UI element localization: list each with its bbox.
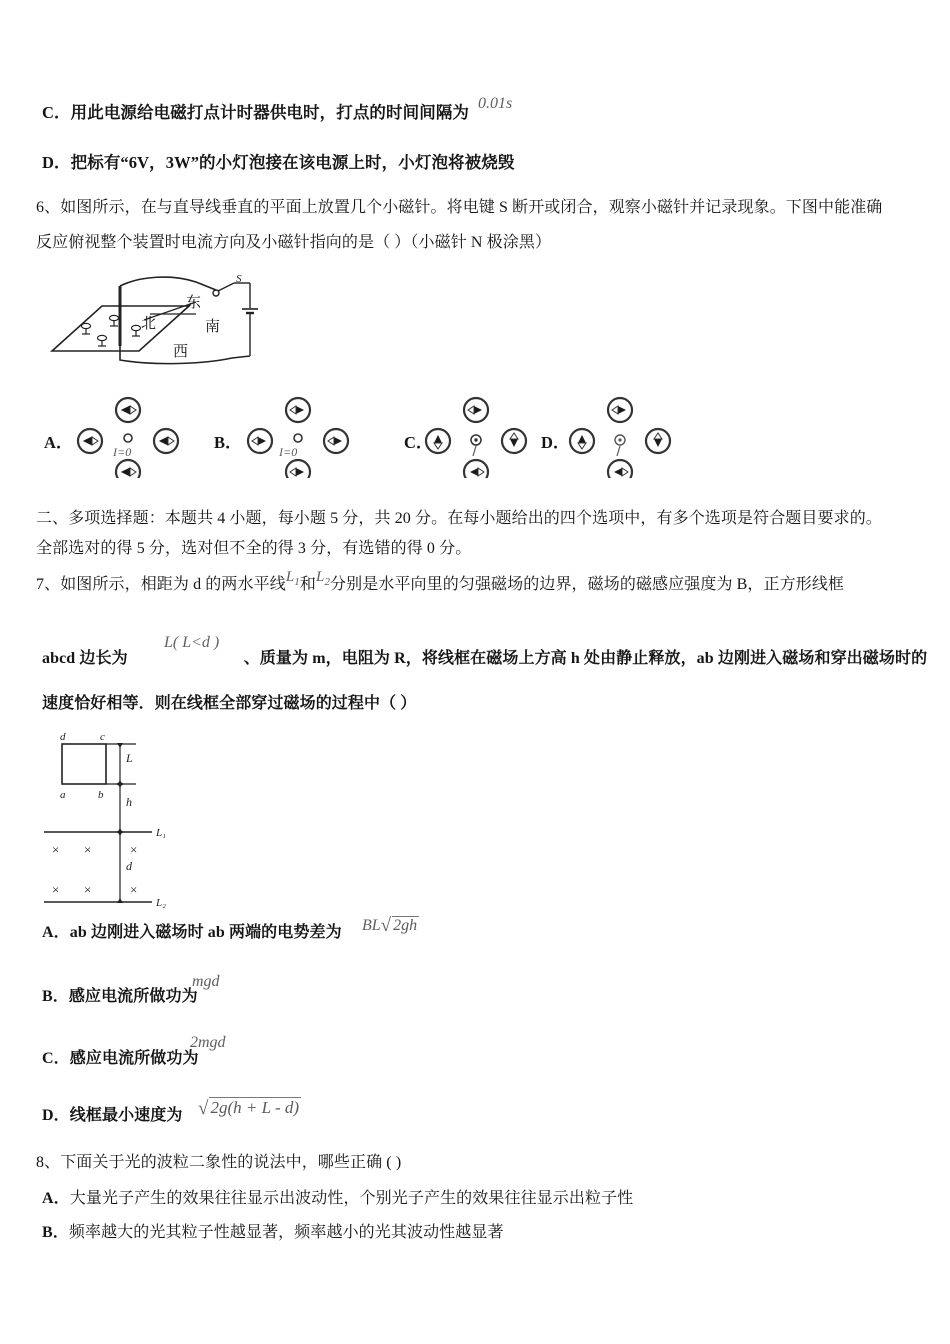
q6-direction-south: 南 — [205, 319, 221, 335]
q7-stem-line2-math: L( L<d ) — [164, 634, 220, 651]
svg-text:×: × — [84, 882, 92, 897]
q6-direction-west: 西 — [173, 344, 189, 360]
q6-option-a-label[interactable]: A． — [44, 433, 73, 452]
q5-option-c-math: 0.01s — [478, 95, 513, 112]
q7-option-a-math: BL√ 2gh — [362, 915, 418, 936]
q7-option-c[interactable] — [42, 1048, 199, 1070]
q7-option-b-label: B． — [42, 988, 69, 1005]
q6-option-c-label[interactable]: C． — [404, 433, 433, 452]
q6-option-d-figure[interactable] — [568, 396, 678, 478]
svg-text:h: h — [126, 795, 132, 809]
q7-stem-l2: $L_2$ — [315, 569, 331, 588]
q5-option-d-label: D． — [42, 153, 71, 172]
q7-option-d-math: √ 2g(h + L - d) — [198, 1098, 300, 1119]
q7-stem-line2-pre: abcd 边长为 — [42, 650, 128, 667]
svg-text:×: × — [84, 842, 92, 857]
q7-option-b-math: mgd — [192, 973, 220, 990]
q5-option-d-text: 把标有“6V，3W”的小灯泡接在该电源上时，小灯泡将被烧毁 — [70, 153, 515, 172]
q6-option-b-figure[interactable] — [246, 396, 351, 478]
q6-option-a-center-label: I=0 — [113, 445, 132, 459]
svg-text:S: S — [236, 273, 242, 285]
q8-stem: 8、下面关于光的波粒二象性的说法中，哪些正确 ( ) — [36, 1154, 402, 1171]
svg-text:×: × — [52, 882, 60, 897]
svg-text:a: a — [60, 789, 66, 801]
q7-stem-part1: 7、如图所示，相距为 d 的两水平线 — [36, 576, 286, 593]
q7-stem-line1 — [36, 569, 845, 601]
svg-text:d: d — [60, 731, 66, 743]
section2-line1: 二、多项选择题：本题共 4 小题，每小题 5 分，共 20 分。在每小题给出的四个选项中，有多个选项是符合题目要求的。 — [36, 510, 882, 527]
q7-option-a-label: A． — [42, 924, 70, 941]
q7-loop-figure — [40, 728, 200, 910]
q8-option-a-label: A． — [42, 1190, 70, 1207]
svg-text:d: d — [126, 859, 132, 873]
q6-option-d-label[interactable]: D． — [541, 433, 570, 452]
q5-option-c-label: C． — [42, 103, 71, 122]
q5-option-d — [42, 152, 514, 174]
q8-option-b-label: B． — [42, 1224, 69, 1241]
q7-option-d-text: 线框最小速度为 — [69, 1107, 183, 1124]
q8-option-b[interactable] — [42, 1222, 504, 1244]
q6-direction-east: 东 — [186, 295, 202, 311]
q5-option-c — [42, 102, 469, 124]
svg-text:×: × — [130, 842, 138, 857]
q6-option-c-figure[interactable] — [406, 396, 541, 478]
q7-option-b-text: 感应电流所做功为 — [68, 988, 198, 1005]
q7-option-c-text: 感应电流所做功为 — [69, 1050, 199, 1067]
q7-option-b[interactable] — [42, 986, 198, 1008]
q7-option-d-label: D． — [42, 1107, 70, 1124]
svg-text:L: L — [126, 751, 133, 765]
q7-option-c-math: 2mgd — [190, 1034, 226, 1051]
q6-circuit-figure — [44, 268, 294, 373]
q6-option-b-center-label: I=0 — [279, 445, 298, 459]
q6-stem-line1: 6、如图所示，在与直导线垂直的平面上放置几个小磁针。将电键 S 断开或闭合，观察小磁针并记录现象。下图中能准确 — [36, 199, 883, 216]
q7-option-d[interactable] — [42, 1105, 182, 1127]
q6-option-a-figure[interactable] — [76, 396, 181, 478]
q7-stem-l1: $L_1$ — [285, 569, 300, 588]
q7-option-a[interactable] — [42, 922, 342, 944]
svg-text:L₁: L₁ — [156, 827, 166, 839]
svg-text:×: × — [52, 842, 60, 857]
svg-text:c: c — [100, 731, 105, 743]
q7-stem-line2-post: 、质量为 m，电阻为 R，将线框在磁场上方高 h 处由静止释放，ab 边刚进入磁场和穿出磁场时的 — [243, 650, 928, 667]
section2-line2: 全部选对的得 5 分，选对但不全的得 3 分，有选错的得 0 分。 — [36, 540, 472, 557]
q6-stem-line2: 反应俯视整个装置时电流方向及小磁针指向的是（ ）（小磁针 N 极涂黑） — [36, 234, 552, 251]
svg-text:×: × — [130, 882, 138, 897]
q7-option-a-text: ab 边刚进入磁场时 ab 两端的电势差为 — [69, 924, 342, 941]
svg-text:b: b — [98, 789, 104, 801]
q6-direction-north: 北 — [141, 316, 157, 332]
q7-stem-part2: 分别是水平向里的匀强磁场的边界，磁场的磁感应强度为 B，正方形线框 — [330, 576, 845, 593]
q7-option-c-label: C． — [42, 1050, 70, 1067]
q7-stem-and: 和 — [299, 576, 316, 593]
svg-text:L₂: L₂ — [156, 897, 166, 909]
q8-option-a-text: 大量光子产生的效果往往显示出波动性，个别光子产生的效果往往显示出粒子性 — [69, 1190, 634, 1207]
q7-stem-line3: 速度恰好相等．则在线框全部穿过磁场的过程中（ ） — [42, 695, 417, 712]
q5-option-c-text: 用此电源给电磁打点计时器供电时，打点的时间间隔为 — [70, 103, 470, 122]
q8-option-b-text: 频率越大的光其粒子性越显著，频率越小的光其波动性越显著 — [68, 1224, 504, 1241]
q8-option-a[interactable] — [42, 1188, 633, 1210]
q6-option-b-label[interactable]: B． — [214, 433, 242, 452]
